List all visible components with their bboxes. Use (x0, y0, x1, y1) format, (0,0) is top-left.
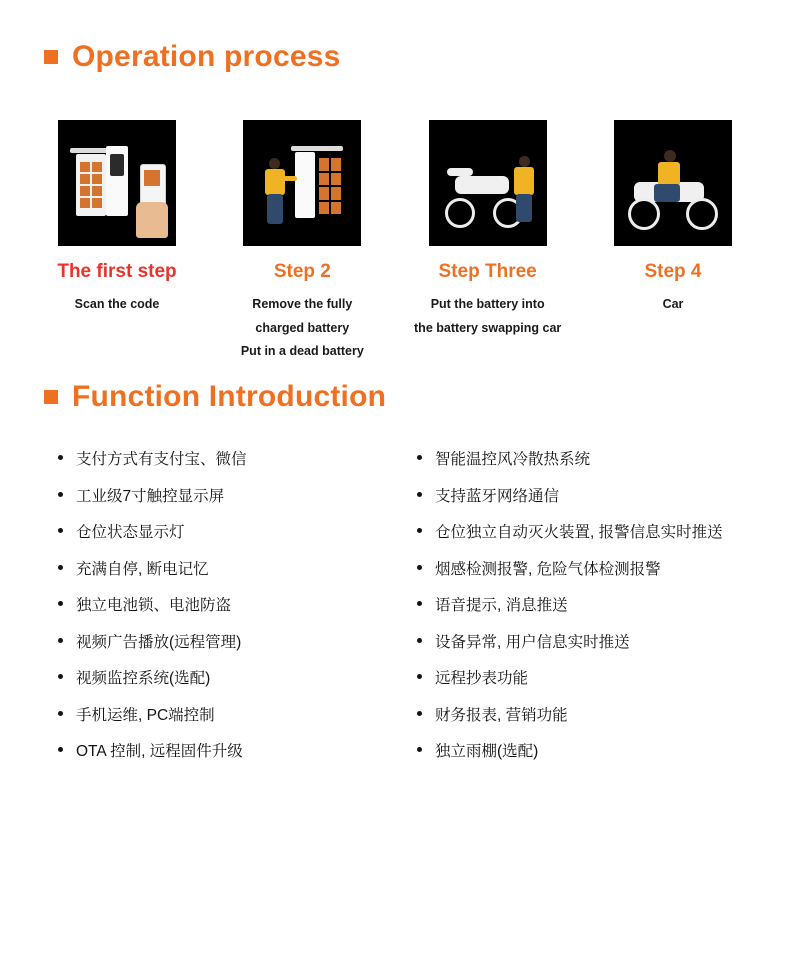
list-item: 仓位状态显示灯 (44, 525, 395, 541)
list-item: 语音提示, 消息推送 (403, 598, 754, 614)
person-torso (265, 169, 285, 195)
step-3-title: Step Three (438, 261, 537, 282)
step-item-1 (32, 120, 202, 364)
person-head (519, 156, 530, 167)
list-item: 独立雨棚(选配) (403, 744, 754, 760)
function-introduction-title: Function Introduction (72, 380, 387, 413)
list-item: 仓位独立自动灭火装置, 报警信息实时推送 (403, 525, 754, 541)
list-item: 智能温控风冷散热系统 (403, 452, 754, 468)
person-legs (516, 194, 532, 222)
list-item: 设备异常, 用户信息实时推送 (403, 635, 754, 651)
square-bullet-icon (44, 50, 58, 64)
step-2-caption-line-3: Put in a dead battery (240, 344, 364, 359)
step-item-2 (217, 120, 387, 364)
step-2-title: Step 2 (273, 261, 331, 282)
person-head (664, 150, 676, 162)
person-legs (654, 184, 680, 202)
bullet-dot-icon (58, 674, 63, 679)
bullet-dot-icon (58, 455, 63, 460)
bullet-dot-icon (58, 711, 63, 716)
step-1-image (58, 120, 176, 246)
list-item: 支持蓝牙网络通信 (403, 489, 754, 505)
list-item: 视频广告播放(远程管理) (44, 635, 395, 651)
step-4-caption-line-1: Car (662, 296, 684, 311)
bullet-dot-icon (417, 638, 422, 643)
list-item: 视频监控系统(选配) (44, 671, 395, 687)
step-3-caption-line-1: Put the battery into (430, 296, 545, 311)
bullet-dot-icon (58, 528, 63, 533)
person-legs (267, 194, 283, 224)
bullet-dot-icon (58, 492, 63, 497)
square-bullet-icon (44, 390, 58, 404)
step-4-image (614, 120, 732, 246)
list-item: 远程抄表功能 (403, 671, 754, 687)
bullet-dot-icon (417, 528, 422, 533)
function-introduction-heading (44, 382, 386, 412)
scooter-body (455, 176, 509, 194)
bullet-dot-icon (417, 747, 422, 752)
operation-process-title: Operation process (72, 40, 341, 73)
scooter-front-wheel (628, 198, 660, 230)
bullet-dot-icon (58, 747, 63, 752)
operation-process-heading (44, 42, 340, 72)
feature-list-right-column (395, 452, 754, 781)
scooter-front-wheel (445, 198, 475, 228)
bullet-dot-icon (417, 601, 422, 606)
bullet-dot-icon (417, 711, 422, 716)
list-item: OTA 控制, 远程固件升级 (44, 744, 395, 760)
steps-row (32, 120, 758, 364)
step-1-caption-line-1: Scan the code (74, 296, 160, 311)
feature-list (44, 452, 754, 781)
step-4-title: Step 4 (644, 261, 702, 282)
list-item: 财务报表, 营销功能 (403, 708, 754, 724)
step-item-4 (588, 120, 758, 364)
step-1-caption (75, 293, 160, 317)
bullet-dot-icon (417, 565, 422, 570)
step-3-caption-line-2: the battery swapping car (414, 320, 562, 335)
list-item: 独立电池锁、电池防盗 (44, 598, 395, 614)
list-item: 充满自停, 断电记忆 (44, 562, 395, 578)
step-4-caption (663, 293, 684, 317)
person-torso (658, 162, 680, 186)
step-3-image (429, 120, 547, 246)
bullet-dot-icon (58, 565, 63, 570)
bullet-dot-icon (417, 492, 422, 497)
bullet-dot-icon (58, 638, 63, 643)
person-head (269, 158, 280, 169)
step-item-3 (403, 120, 573, 364)
feature-list-left-column (44, 452, 395, 781)
step-2-image (243, 120, 361, 246)
list-item: 烟感检测报警, 危险气体检测报警 (403, 562, 754, 578)
step-3-caption (414, 293, 561, 341)
scooter-rear-wheel (686, 198, 718, 230)
list-item: 支付方式有支付宝、微信 (44, 452, 395, 468)
bullet-dot-icon (417, 674, 422, 679)
list-item: 手机运维, PC端控制 (44, 708, 395, 724)
step-2-caption-line-2: charged battery (255, 320, 350, 335)
step-2-caption (241, 293, 364, 364)
step-1-title: The first step (57, 261, 177, 282)
step-2-caption-line-1: Remove the fully (252, 296, 353, 311)
bullet-dot-icon (58, 601, 63, 606)
person-torso (514, 167, 534, 195)
bullet-dot-icon (417, 455, 422, 460)
list-item: 工业级7寸触控显示屏 (44, 489, 395, 505)
